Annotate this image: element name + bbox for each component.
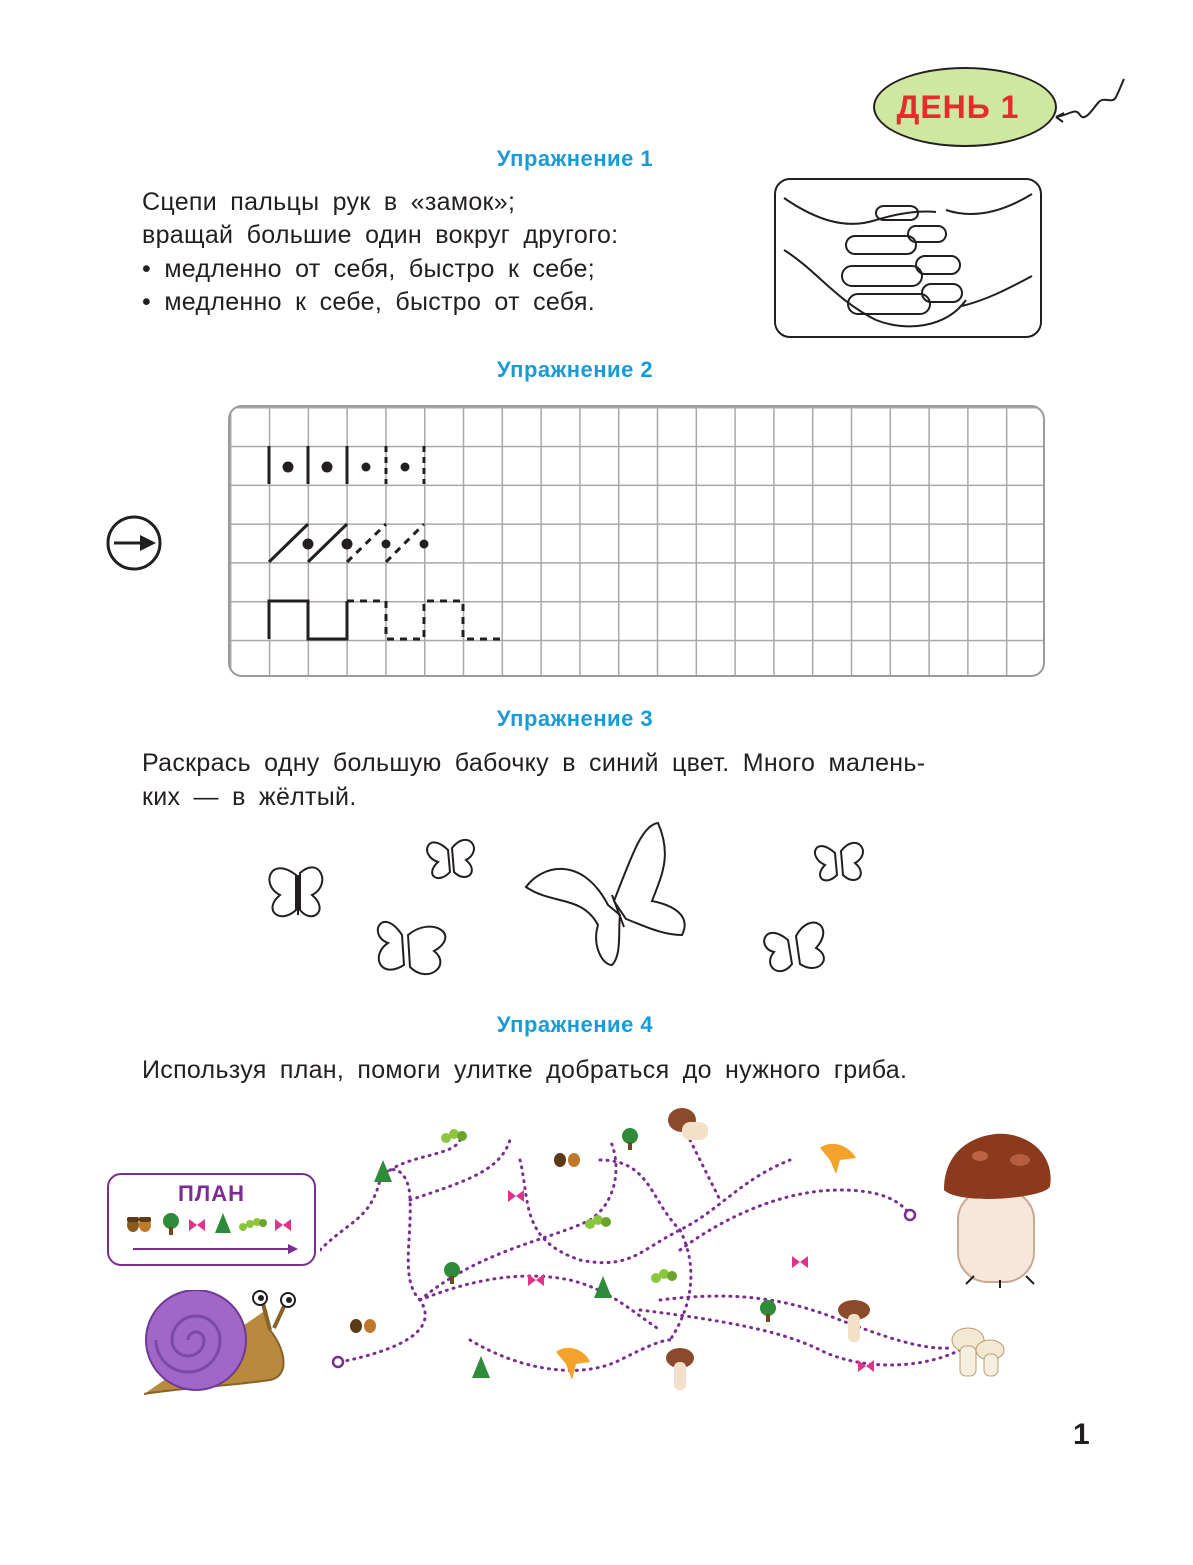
clasped-hands-icon xyxy=(776,180,1040,336)
plan-box xyxy=(107,1173,316,1266)
bullet-icon: • xyxy=(142,288,165,316)
small-butterfly-icon xyxy=(269,867,322,916)
bullet-text: медленно к себе, быстро от себя. xyxy=(164,288,595,316)
small-butterfly-icon xyxy=(378,922,445,974)
exercise-3-title: Упражнение 3 xyxy=(496,706,654,731)
tree-icon xyxy=(444,1262,460,1284)
fir-tree-icon xyxy=(472,1356,490,1378)
butterfly-icon xyxy=(508,1190,524,1202)
bullet-text: медленно от себя, быстро к себе; xyxy=(164,255,595,283)
caterpillar-icon xyxy=(239,1218,267,1231)
chanterelle-icon xyxy=(820,1144,856,1174)
butterfly-icon xyxy=(792,1256,808,1268)
small-butterfly-icon xyxy=(427,840,474,878)
snail-icon xyxy=(140,1290,310,1400)
exercise-4-text: Используя план, помоги улитке добраться до нужного гриба. xyxy=(142,1056,908,1084)
tree-icon xyxy=(163,1213,179,1235)
bullet-icon: • xyxy=(142,255,165,283)
exercise-1-line-2: вращай большие один вокруг другого: xyxy=(142,221,619,249)
exercise-4-title: Упражнение 4 xyxy=(496,1012,654,1037)
mushroom-icon xyxy=(666,1348,694,1390)
white-mushroom-icon xyxy=(952,1328,1004,1376)
butterfly-icon xyxy=(858,1360,874,1372)
mushroom-icon xyxy=(838,1300,870,1342)
small-butterfly-icon xyxy=(764,923,824,972)
page-number: 1 xyxy=(1073,1418,1090,1451)
acorn-icon xyxy=(554,1153,580,1167)
exercise-2-title: Упражнение 2 xyxy=(496,357,654,382)
exercise-1-title: Упражнение 1 xyxy=(496,146,654,171)
graph-paper-grid xyxy=(228,405,1045,677)
day-label: ДЕНЬ 1 xyxy=(896,88,1020,125)
caterpillar-icon xyxy=(651,1269,677,1283)
chanterelle-icon xyxy=(556,1348,590,1380)
porcini-mushroom-icon xyxy=(940,1130,1060,1290)
caterpillar-icon xyxy=(441,1129,467,1143)
exercise-3-line-2: ких — в жёлтый. xyxy=(142,783,357,811)
mushroom-icon xyxy=(668,1108,708,1140)
acorn-icon xyxy=(127,1217,151,1232)
exercise-1-line-1: Сцепи пальцы рук в «замок»; xyxy=(142,188,516,216)
tree-icon xyxy=(622,1128,638,1150)
plan-sequence xyxy=(123,1211,303,1257)
acorn-icon xyxy=(350,1319,376,1333)
butterflies-illustration xyxy=(260,815,900,985)
fir-tree-icon xyxy=(215,1213,231,1233)
big-butterfly-icon xyxy=(526,823,685,965)
tree-icon xyxy=(760,1300,776,1322)
caterpillar-icon xyxy=(585,1215,611,1229)
arrow-right-circle-icon xyxy=(104,513,164,573)
small-butterfly-icon xyxy=(815,843,863,881)
day-badge xyxy=(873,67,1057,147)
plan-title: ПЛАН xyxy=(177,1181,246,1206)
fir-tree-icon xyxy=(594,1276,612,1298)
exercise-1-bullet-1 xyxy=(142,253,595,286)
butterfly-icon xyxy=(189,1219,205,1231)
hands-illustration-frame xyxy=(774,178,1042,338)
butterfly-icon xyxy=(275,1219,291,1231)
exercise-3-line-1: Раскрась одну большую бабочку в синий цвет. Много малень- xyxy=(142,749,926,777)
badge-string-icon xyxy=(1050,75,1130,130)
pattern-drawing xyxy=(230,407,1045,677)
exercise-1-bullet-2 xyxy=(142,286,595,319)
